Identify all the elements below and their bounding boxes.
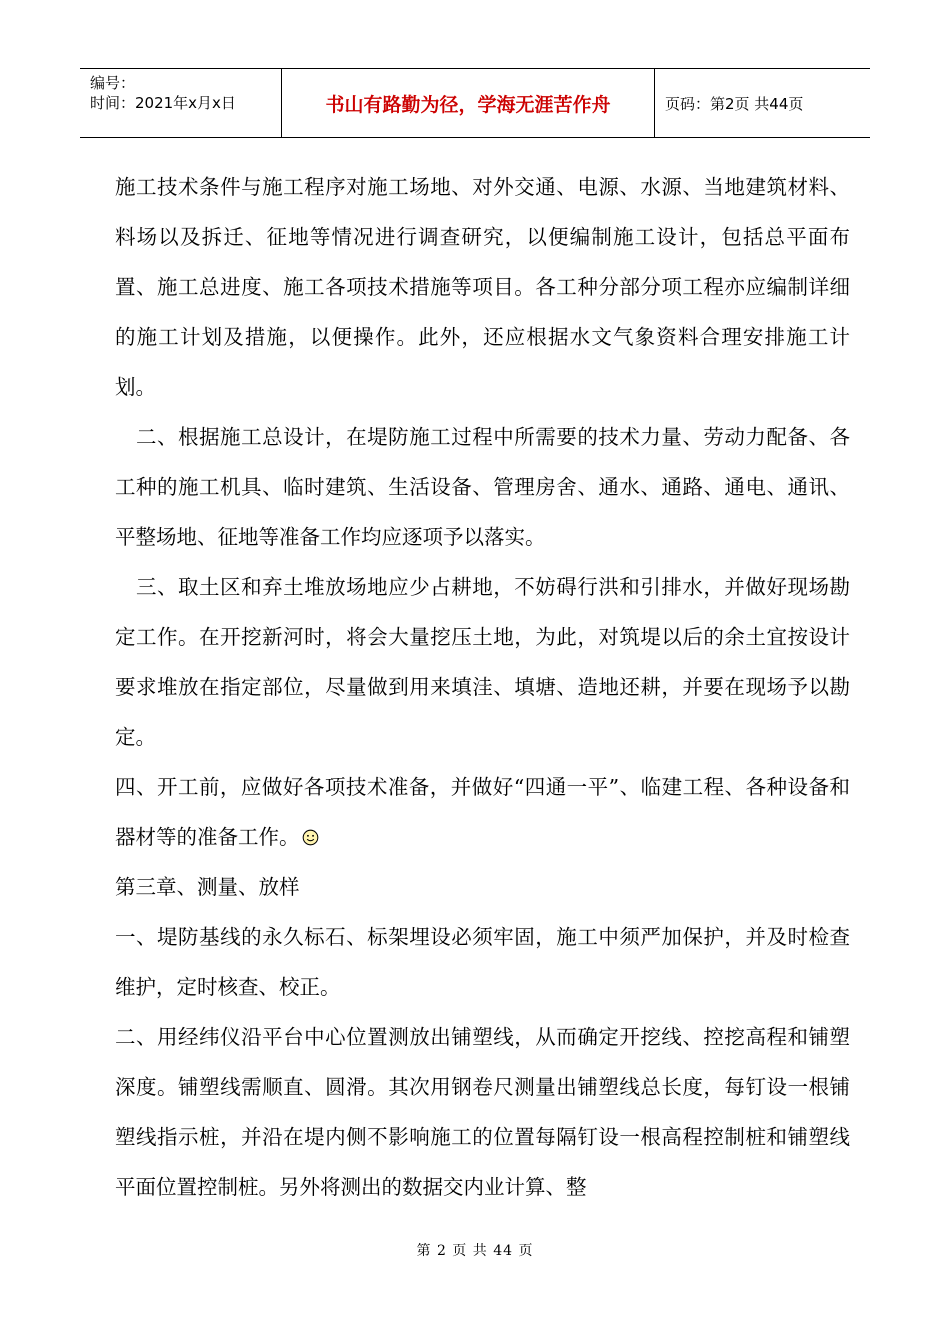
paragraph-3: 三、取土区和弃土堆放场地应少占耕地，不妨碍行洪和引排水，并做好现场勘定工作。在开挖新河时，将会大量挖压土地，为此，对筑堤以后的余土宜按设计要求堆放在指定部位，尽量做到用来填洼、填塘、造地还耕，并要在现场予以勘定。 — [115, 575, 850, 749]
paragraph-1: 施工技术条件与施工程序对施工场地、对外交通、电源、水源、当地建筑材料、料场以及拆迁、征地等情况进行调查研究，以便编制施工设计，包括总平面布置、施工总进度、施工各项技术措施等项目。各工种分部分项工程亦应编制详细的施工计划及措施，以便操作。此外，还应根据水文气象资料合理安排施工计划。 — [115, 175, 850, 399]
header-number-label: 编号： — [90, 74, 136, 92]
chapter-heading: 第三章、测量、放样 — [115, 875, 300, 899]
header-time-label: 时间：2021年x月x日 — [90, 94, 236, 112]
document-body — [115, 162, 850, 1212]
header-meta-cell — [80, 69, 282, 137]
paragraph-4 — [115, 762, 850, 862]
smiley-face-icon — [302, 829, 319, 846]
paragraph-7: 二、用经纬仪沿平台中心位置测放出铺塑线，从而确定开挖线、控挖高程和铺塑深度。铺塑线需顺直、圆滑。其次用钢卷尺测量出铺塑线总长度，每钉设一根铺塑线指示桩，并沿在堤内侧不影响施工的位置每隔钉设一根高程控制桩和铺塑线平面位置控制桩。另外将测出的数据交内业计算、整 — [115, 1025, 850, 1199]
header-page-label: 页码：第2页 共44页 — [665, 94, 804, 113]
header-motto: 书山有路勤为径，学海无涯苦作舟 — [282, 69, 655, 137]
paragraph-4-text: 四、开工前，应做好各项技术准备，并做好“四通一平”、临建工程、各种设备和器材等的准备工作。 — [115, 775, 850, 849]
document-header — [80, 68, 870, 138]
paragraph-2: 二、根据施工总设计，在堤防施工过程中所需要的技术力量、劳动力配备、各工种的施工机具、临时建筑、生活设备、管理房舍、通水、通路、通电、通讯、平整场地、征地等准备工作均应逐项予以落实。 — [115, 425, 850, 549]
paragraph-6: 一、堤防基线的永久标石、标架埋设必须牢固，施工中须严加保护，并及时检查维护，定时核查、校正。 — [115, 925, 850, 999]
page-footer: 第 2 页 共 44 页 — [416, 1243, 534, 1259]
